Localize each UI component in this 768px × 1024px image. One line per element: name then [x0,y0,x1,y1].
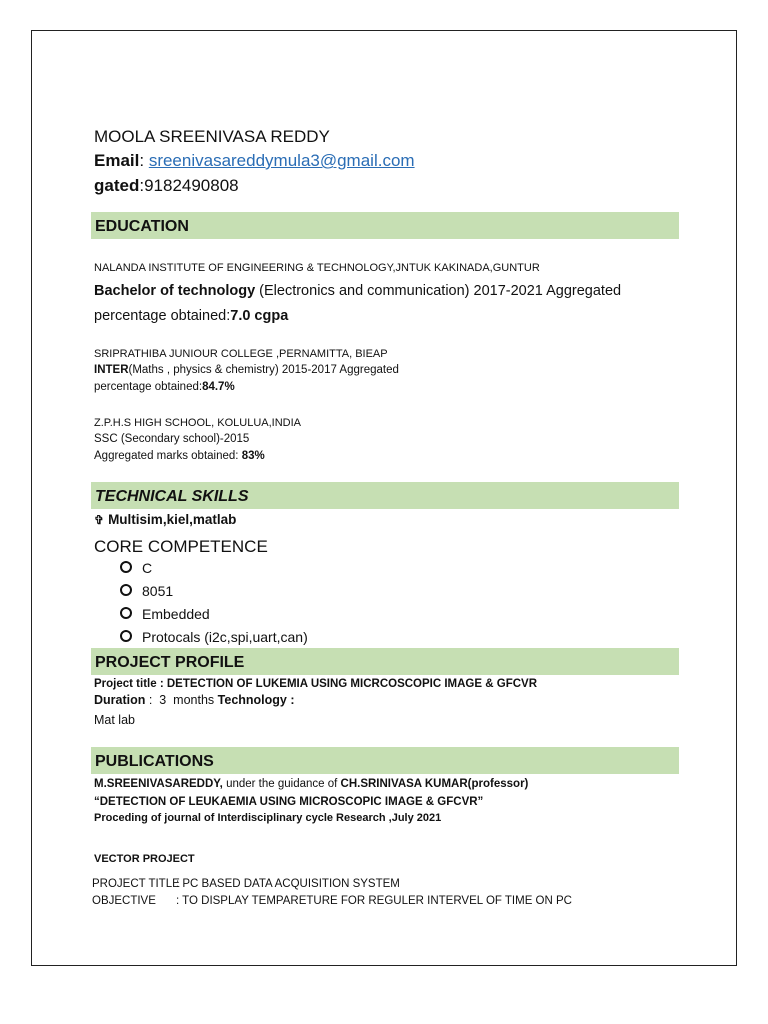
resume-page [31,30,737,966]
publication-title: “DETECTION OF LEUKAEMIA USING MICROSCOPIC IMAGE & GFCVR” [94,796,484,808]
email-line: Email: sreenivasareddymula3@gmail.com [94,151,415,170]
list-item: Embedded [120,606,210,622]
vector-project-title-row: PROJECT TITLE: PC BASED DATA ACQUISITION SYSTEM [92,878,400,890]
degree-line1: Bachelor of technology (Electronics and communication) 2017-2021 Aggregated [94,283,622,299]
phone-label: gated [94,176,140,195]
vector-project-heading: VECTOR PROJECT [94,853,195,865]
publications-heading: PUBLICATIONS [91,747,679,774]
inter-line1: INTER(Maths , physics & chemistry) 2015-2017 Aggregated [94,364,399,376]
core-competence-heading: CORE COMPETENCE [94,537,268,556]
project-title-line: Project title : DETECTION OF LUKEMIA USING MICRCOSCOPIC IMAGE & GFCVR [94,678,537,690]
candidate-name: MOOLA SREENIVASA REDDY [94,127,330,146]
inter-score: 84.7% [202,381,235,393]
technical-skills-heading: TECHNICAL SKILLS [91,482,679,509]
circle-bullet-icon [120,607,132,619]
ssc-marks: Aggregated marks obtained: 83% [94,450,265,462]
degree-score: 7.0 cgpa [230,308,289,324]
email-label: Email [94,151,140,170]
publication-author-line: M.SREENIVASAREDDY, under the guidance of CH.SRINIVASA KUMAR(professor) [94,778,529,790]
school: Z.P.H.S HIGH SCHOOL, KOLULUA,INDIA [94,417,302,429]
project-technology-value: Mat lab [94,713,135,727]
list-item: 8051 [120,583,173,599]
education-heading: EDUCATION [91,212,679,239]
list-item: Protocals (i2c,spi,uart,can) [120,629,308,645]
skills-item: ✞ Multisim,kiel,matlab [94,512,237,527]
project-title: DETECTION OF LUKEMIA USING MICRCOSCOPIC IMAGE & GFCVR [166,678,537,690]
ssc-line: SSC (Secondary school)-2015 [94,433,250,445]
phone-number: 9182490808 [144,176,239,195]
phone-line: gated:9182490808 [94,176,239,195]
college2: SRIPRATHIBA JUNIOUR COLLEGE ,PERNAMITTA, BIEAP [94,348,388,360]
vector-objective-row: OBJECTIVE : TO DISPLAY TEMPARETURE FOR REGULER INTERVEL OF TIME ON PC [92,895,572,907]
email-link[interactable]: sreenivasareddymula3@gmail.com [148,151,415,170]
inter-line2: percentage obtained:84.7% [94,381,235,393]
project-profile-heading: PROJECT PROFILE [91,648,679,675]
circle-bullet-icon [120,630,132,642]
list-item: C [120,560,152,576]
project-duration-line: Duration : 3 months Technology : [94,693,295,707]
plus-cross-icon: ✞ [94,513,105,527]
publication-journal: Proceding of journal of Interdisciplinary cycle Research ,July 2021 [94,812,442,824]
college1: NALANDA INSTITUTE OF ENGINEERING & TECHNOLOGY,JNTUK KAKINADA,GUNTUR [94,262,540,274]
degree-line2: percentage obtained:7.0 cgpa [94,308,289,324]
degree-name: Bachelor of technology [94,283,256,299]
circle-bullet-icon [120,584,132,596]
circle-bullet-icon [120,561,132,573]
